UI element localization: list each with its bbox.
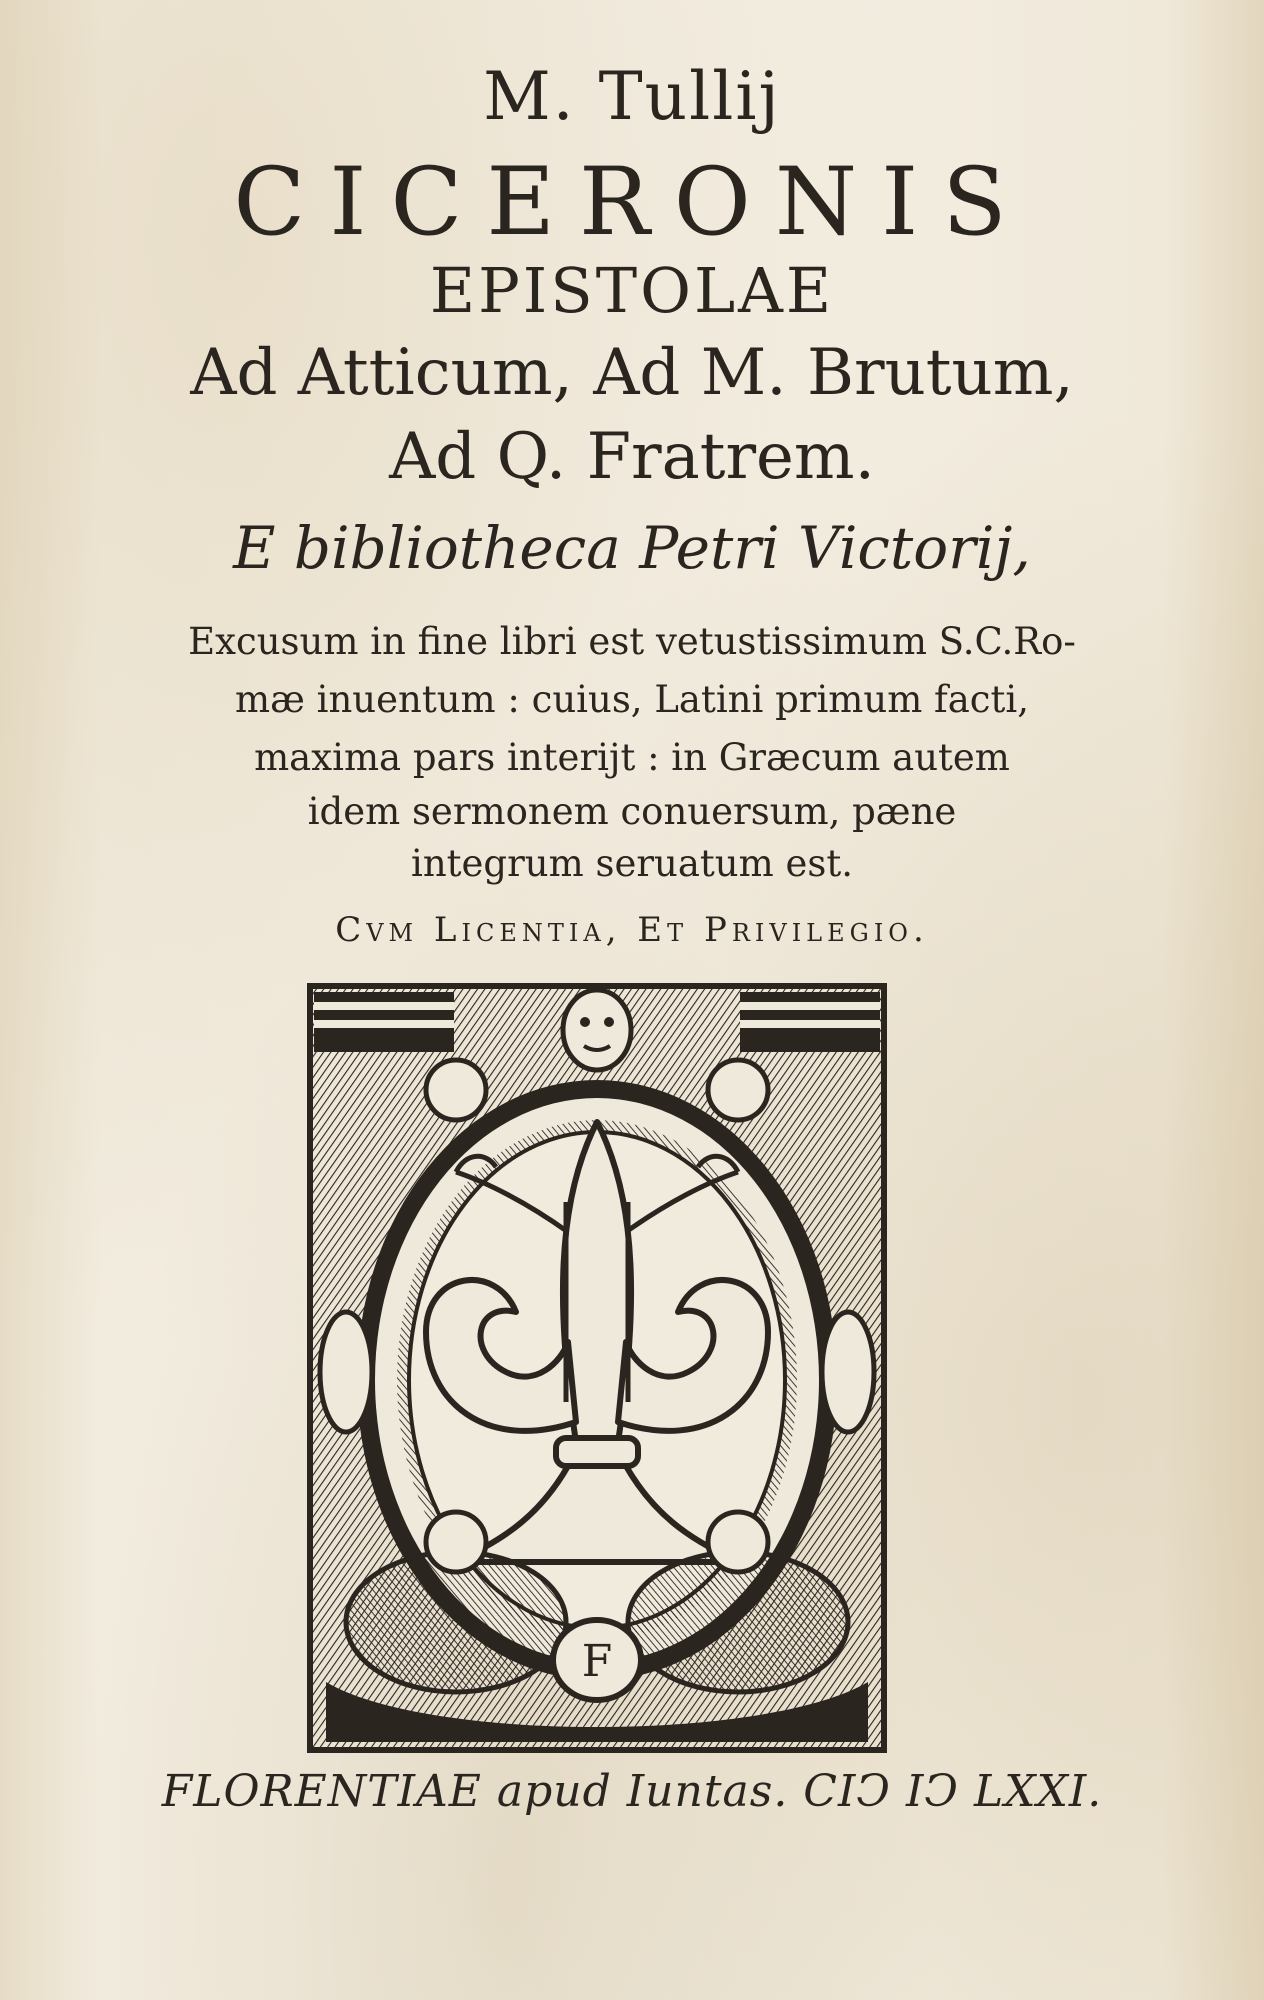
description-line: maxima pars interijt : in Græcum autem — [254, 736, 1010, 779]
description-line: idem sermonem conuersum, pæne — [307, 790, 957, 833]
imprint-line: FLORENTIAE apud Iuntas. CIↃ IↃ LXXI. — [161, 1766, 1103, 1817]
library-line: E bibliotheca Petri Victorij, — [233, 514, 1031, 582]
fleur-de-lis-device-icon — [306, 982, 888, 1754]
recipients-line-2: Ad Q. Fratrem. — [389, 420, 875, 494]
recipients-line-1: Ad Atticum, Ad M. Brutum, — [190, 336, 1074, 410]
description-line: mæ inuentum : cuius, Latini primum facti, — [234, 678, 1029, 721]
description-line: Excusum in fine libri est vetustissimum S.C.Ro- — [188, 620, 1076, 663]
author-name: CICERONIS — [233, 148, 1031, 257]
author-line: M. Tullij — [483, 58, 781, 135]
description-line: integrum seruatum est. — [411, 842, 853, 885]
license-line: Cvm Licentia, Et Privilegio. — [335, 910, 929, 950]
book-title: EPISTOLAE — [429, 254, 835, 327]
device-monogram: F — [581, 1636, 613, 1687]
